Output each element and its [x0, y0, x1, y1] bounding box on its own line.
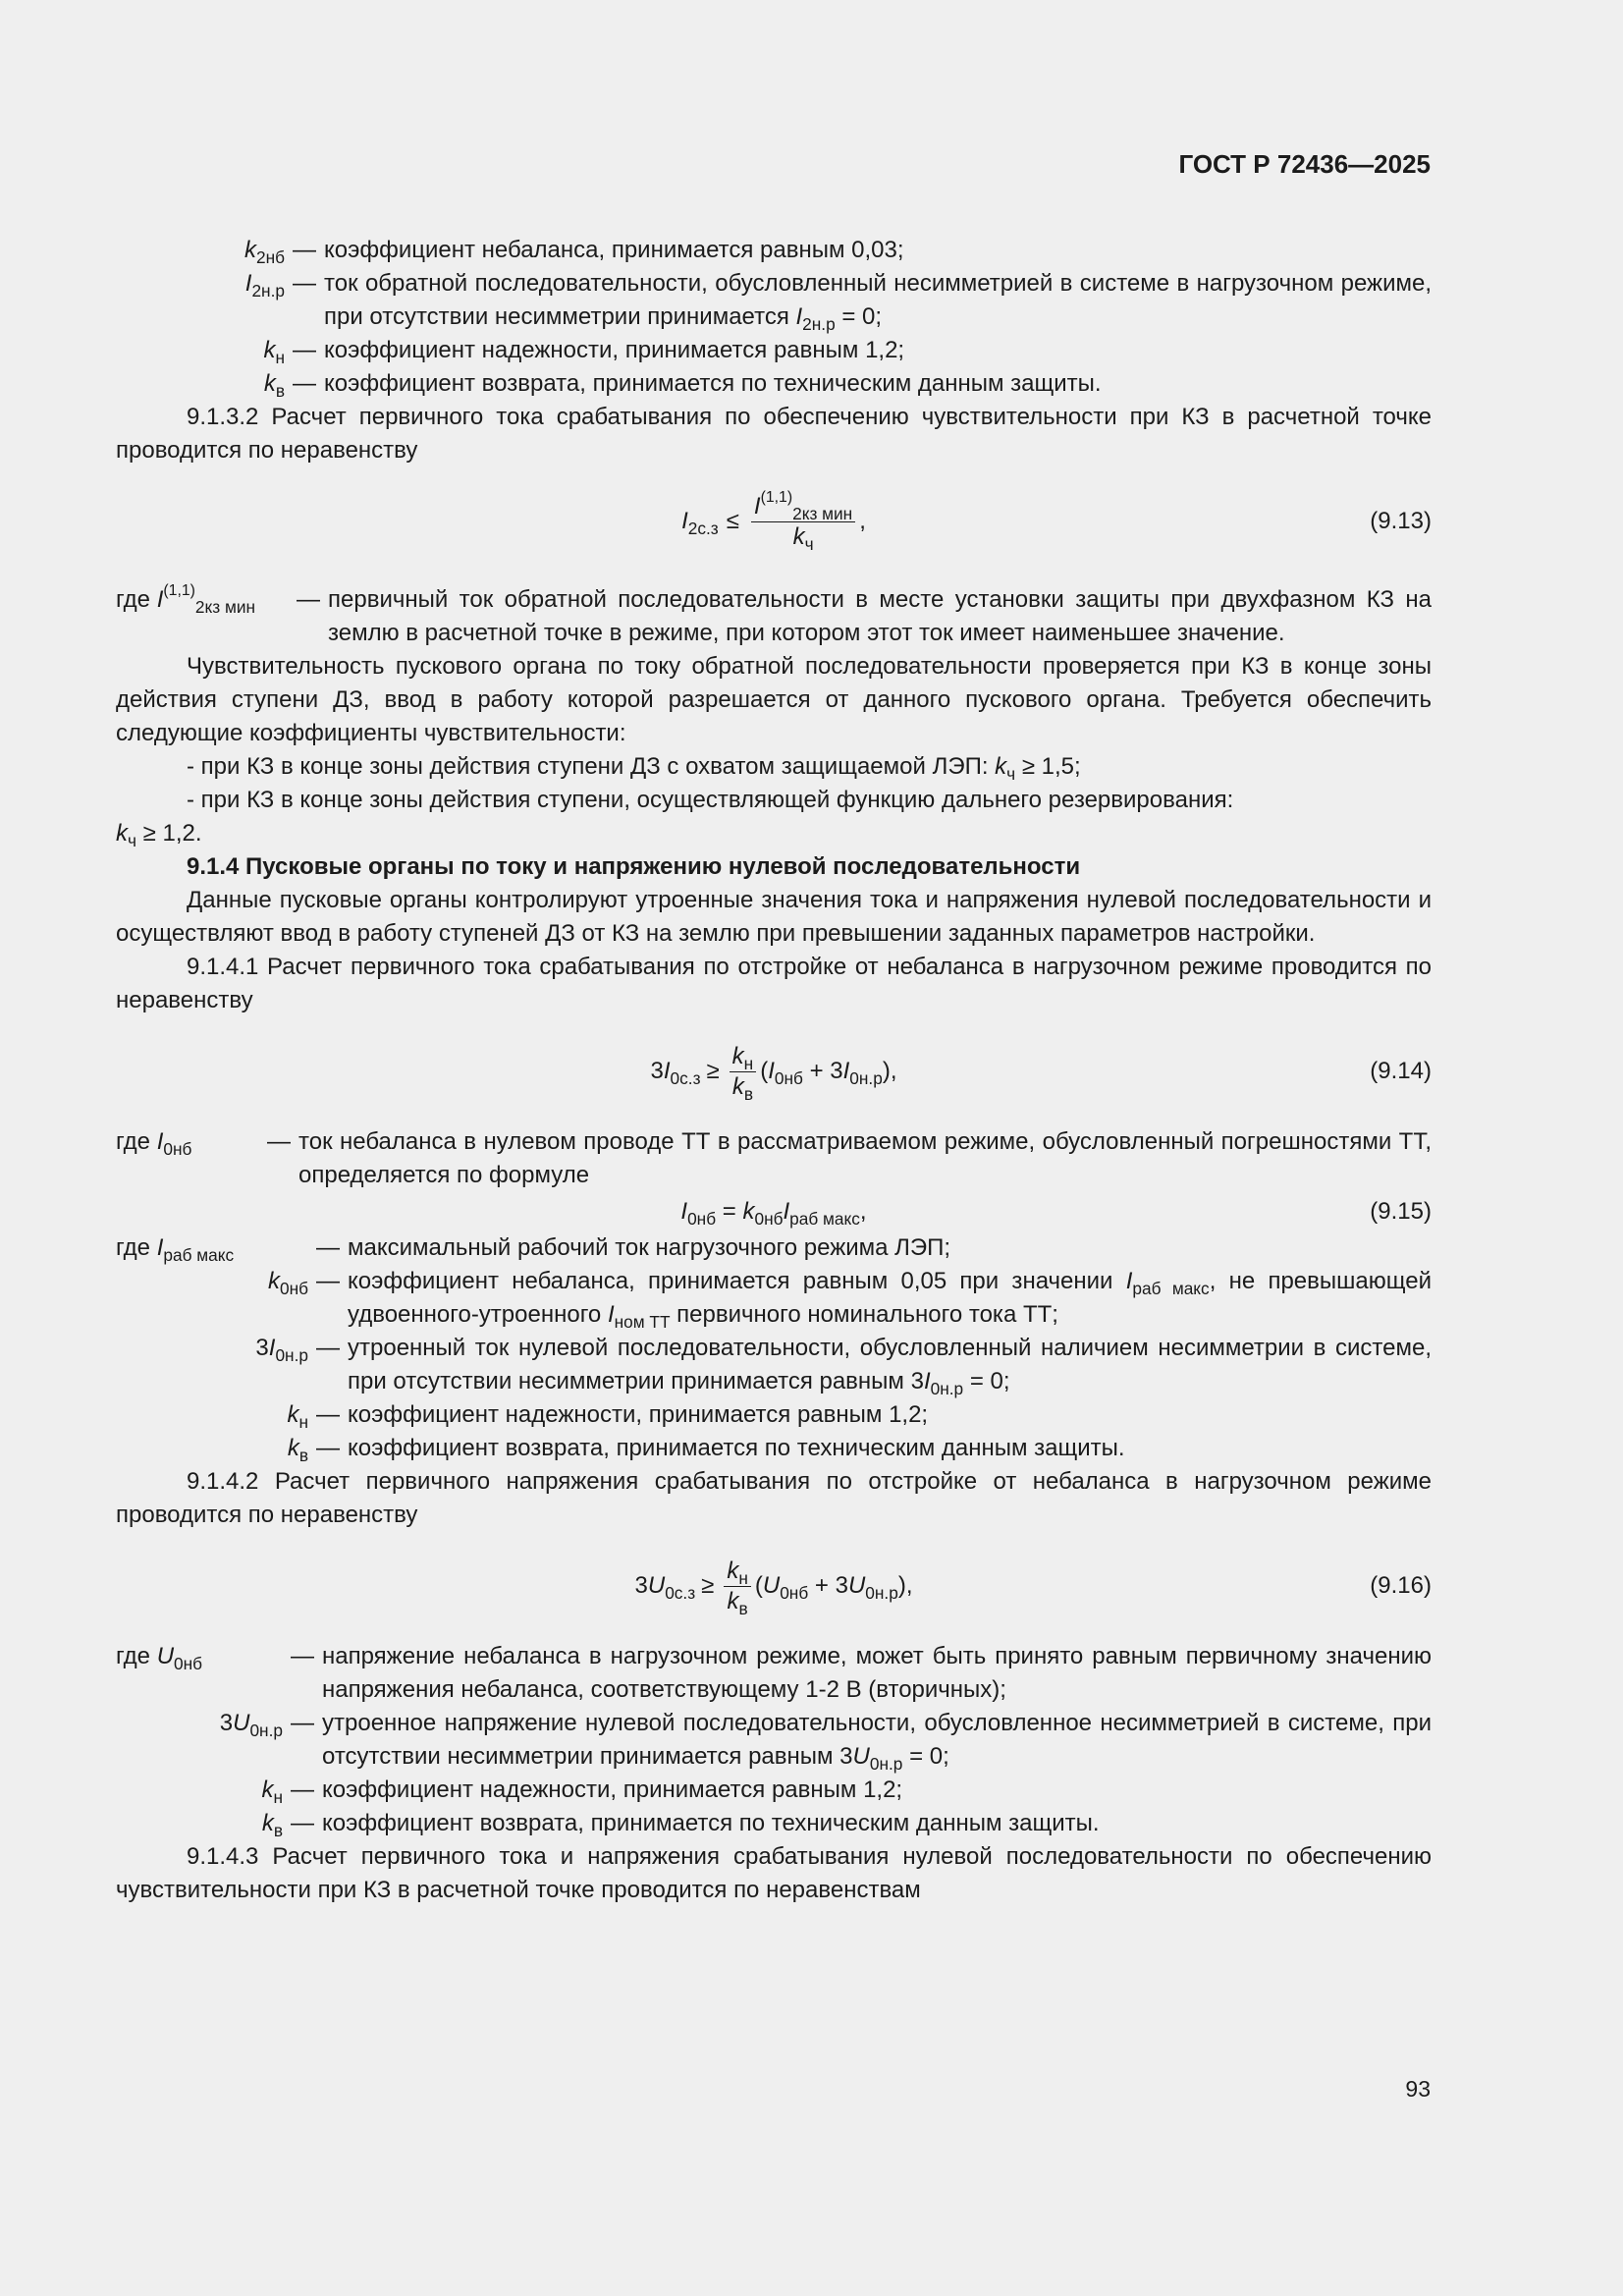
formula-number: (9.16): [1370, 1572, 1432, 1599]
definition-text: коэффициент надежности, принимается равным 1,2;: [322, 1777, 903, 1803]
formula-fraction: $\frac{I^{(1,1)}_{2кз мин}}{k_ч}$: [751, 492, 855, 552]
definition-row: где I$^{(1,1)}_{2кз мин}$ — первичный ток обратной последовательности в месте установки защиты при двухфазном КЗ на землю в расчетной точке в режиме, при котором этот ток имеет наименьшее значение.: [116, 583, 1432, 650]
page-content: [116, 234, 1432, 1907]
definition-text: максимальный рабочий ток нагрузочного режима ЛЭП;: [348, 1234, 951, 1261]
formula-9-16: $3U_{0с.з}$ ≥ $\frac{k_н}{k_в}$ $(U_{0нб} + 3U_{0н.р})$, (9.16): [634, 1557, 1432, 1618]
paragraph-9-1-4: Данные пусковые органы контролируют утроенные значения тока и напряжения нулевой последовательности и осуществляют ввод в работу ступеней ДЗ от КЗ на землю при превышении заданных параметров настройки.: [116, 887, 1432, 947]
definition-text: коэффициент возврата, принимается по техническим данным защиты.: [324, 370, 1102, 397]
definition-row: $k_в$ — коэффициент возврата, принимается по техническим данным защиты.: [116, 1432, 1432, 1465]
section-heading-9-1-4: 9.1.4 Пусковые органы по току и напряжению нулевой последовательности: [187, 853, 1081, 880]
definition-symbol: $I_{2н.р}$: [244, 270, 285, 301]
definition-symbol: где $U_{0нб}$: [116, 1643, 203, 1674]
formula-number: (9.14): [1370, 1058, 1432, 1084]
definition-symbol: $k_в$: [287, 1435, 308, 1466]
formula-9-14: $3I_{0с.з}$ ≥ $\frac{k_н}{k_в}$ $(I_{0нб} + 3I_{0н.р})$, (9.14): [650, 1042, 1432, 1104]
formula-number: (9.15): [1370, 1198, 1432, 1225]
definition-row: $k_в$ — коэффициент возврата, принимается по техническим данным защиты.: [116, 1807, 1432, 1840]
definition-symbol: $k_в$: [261, 1810, 283, 1841]
definition-text: коэффициент надежности, принимается равным 1,2;: [348, 1401, 929, 1428]
paragraph-sensitivity: Чувствительность пускового органа по току обратной последовательности проверяется при КЗ в конце зоны действия ступени ДЗ, ввод в работу которой разрешается от данного пускового органа. Требуется обеспечить следующие коэффициенты чувствительности:: [116, 653, 1432, 746]
definition-row: $k_{2нб}$ — коэффициент небаланса, принимается равным 0,03;: [116, 234, 1432, 267]
list-item: - при КЗ в конце зоны действия ступени ДЗ с охватом защищаемой ЛЭП: $k_ч \ge 1,5$;: [187, 753, 1081, 785]
definition-row: где $I_{раб макс}$ — максимальный рабочий ток нагрузочного режима ЛЭП;: [116, 1231, 1432, 1265]
definition-text: ток небаланса в нулевом проводе ТТ в рассматриваемом режиме, обусловленный погрешностями ТТ, определяется по формуле: [298, 1128, 1432, 1188]
definition-row: $k_{0нб}$ — коэффициент небаланса, принимается равным 0,05 при значении $I_{раб макс}$, не превышающей удвоенного-утроенного $I_{ном ТТ}$ первичного номинального тока ТТ;: [116, 1265, 1432, 1332]
definition-symbol: $k_{2нб}$: [243, 237, 285, 268]
definition-row: $k_н$ — коэффициент надежности, принимается равным 1,2;: [116, 334, 1432, 367]
definition-symbol: $k_{0нб}$: [267, 1268, 308, 1299]
definition-text: напряжение небаланса в нагрузочном режиме, может быть принято равным первичному значению напряжения небаланса, соответствующему 1-2 В (вторичных);: [322, 1643, 1432, 1703]
definition-text: коэффициент возврата, принимается по техническим данным защиты.: [348, 1435, 1125, 1461]
formula-number: (9.13): [1370, 508, 1432, 534]
paragraph-9-1-4-2: 9.1.4.2 Расчет первичного напряжения срабатывания по отстройке от небаланса в нагрузочном режиме проводится по неравенству: [116, 1468, 1432, 1528]
definition-row: $k_в$ — коэффициент возврата, принимается по техническим данным защиты.: [116, 367, 1432, 401]
document-header: ГОСТ Р 72436—2025: [1178, 149, 1431, 179]
definition-text: ток обратной последовательности, обусловленный несимметрией в системе в нагрузочном режиме, при отсутствии несимметрии принимается $I_{2н.р} = 0$;: [324, 270, 1432, 335]
definition-symbol: $k_н$: [261, 1777, 283, 1808]
definition-row: где $U_{0нб}$ — напряжение небаланса в нагрузочном режиме, может быть принято равным первичному значению напряжения небаланса, соответствующему 1-2 В (вторичных);: [116, 1640, 1432, 1707]
paragraph-9-1-3-2: 9.1.3.2 Расчет первичного тока срабатывания по обеспечению чувствительности при КЗ в расчетной точке проводится по неравенству: [116, 404, 1432, 464]
definition-row: $3U_{0н.р}$ — утроенное напряжение нулевой последовательности, обусловленное несимметрией в системе, при отсутствии несимметрии принимается равным $3U_{0н.р} = 0$;: [116, 1707, 1432, 1774]
definition-text: утроенное напряжение нулевой последовательности, обусловленное несимметрией в системе, при отсутствии несимметрии принимается равным $3U_{0н.р} = 0$;: [322, 1710, 1432, 1775]
page-number: 93: [1405, 2076, 1431, 2102]
paragraph-9-1-4-3: 9.1.4.3 Расчет первичного тока и напряжения срабатывания нулевой последовательности по обеспечению чувствительности при КЗ в расчетной точке проводится по неравенствам: [116, 1843, 1432, 1903]
definition-row: $k_н$ — коэффициент надежности, принимается равным 1,2;: [116, 1398, 1432, 1432]
definition-symbol: где $I_{0нб}$: [116, 1128, 192, 1160]
definition-row: $3I_{0н.р}$ — утроенный ток нулевой последовательности, обусловленный наличием несимметрии в системе, при отсутствии несимметрии принимается равным $3I_{0н.р} = 0$;: [116, 1332, 1432, 1398]
definition-symbol: $3I_{0н.р}$: [255, 1335, 308, 1366]
formula-9-13: $I_{2с.з}$ ≤ $\frac{I^{(1,1)}_{2кз мин}}{k_ч}$ , (9.13): [681, 488, 1432, 554]
formula-9-15: $I_{0нб} = k_{0нб}I_{раб макс}$, (9.15): [116, 1192, 1432, 1231]
paragraph-9-1-4-1: 9.1.4.1 Расчет первичного тока срабатывания по отстройке от небаланса в нагрузочном режиме проводится по неравенству: [116, 954, 1432, 1013]
definition-symbol: $3U_{0н.р}$: [219, 1710, 283, 1741]
definition-symbol: где I$^{(1,1)}_{2кз мин}$: [116, 582, 256, 618]
definition-text: коэффициент небаланса, принимается равным 0,03;: [324, 237, 904, 263]
definition-text: коэффициент возврата, принимается по техническим данным защиты.: [322, 1810, 1100, 1836]
definition-symbol: $k_н$: [287, 1401, 308, 1433]
definition-text: коэффициент небаланса, принимается равным 0,05 при значении $I_{раб макс}$, не превышающей удвоенного-утроенного $I_{ном ТТ}$ первичного номинального тока ТТ;: [348, 1268, 1432, 1333]
list-item-continuation: $k_ч \ge 1,2$.: [116, 820, 202, 851]
definition-symbol: где $I_{раб макс}$: [116, 1234, 235, 1266]
definition-text: первичный ток обратной последовательности в месте установки защиты при двухфазном КЗ на землю в расчетной точке в режиме, при котором этот ток имеет наименьшее значение.: [328, 586, 1432, 646]
list-item: - при КЗ в конце зоны действия ступени, осуществляющей функцию дальнего резервирования:: [187, 787, 1234, 813]
definition-row: $k_н$ — коэффициент надежности, принимается равным 1,2;: [116, 1774, 1432, 1807]
definition-row: где $I_{0нб}$ — ток небаланса в нулевом проводе ТТ в рассматриваемом режиме, обусловленный погрешностями ТТ, определяется по формуле: [116, 1125, 1432, 1192]
definition-row: $I_{2н.р}$ — ток обратной последовательности, обусловленный несимметрией в системе в нагрузочном режиме, при отсутствии несимметрии принимается $I_{2н.р} = 0$;: [116, 267, 1432, 334]
definition-text: утроенный ток нулевой последовательности, обусловленный наличием несимметрии в системе, при отсутствии несимметрии принимается равным $3I_{0н.р} = 0$;: [348, 1335, 1432, 1399]
definition-symbol: $k_н$: [263, 337, 285, 368]
definition-text: коэффициент надежности, принимается равным 1,2;: [324, 337, 905, 363]
definition-symbol: $k_в$: [263, 370, 285, 402]
formula-fraction: $\frac{k_н}{k_в}$: [730, 1042, 757, 1102]
formula-fraction: $\frac{k_н}{k_в}$: [724, 1557, 751, 1616]
